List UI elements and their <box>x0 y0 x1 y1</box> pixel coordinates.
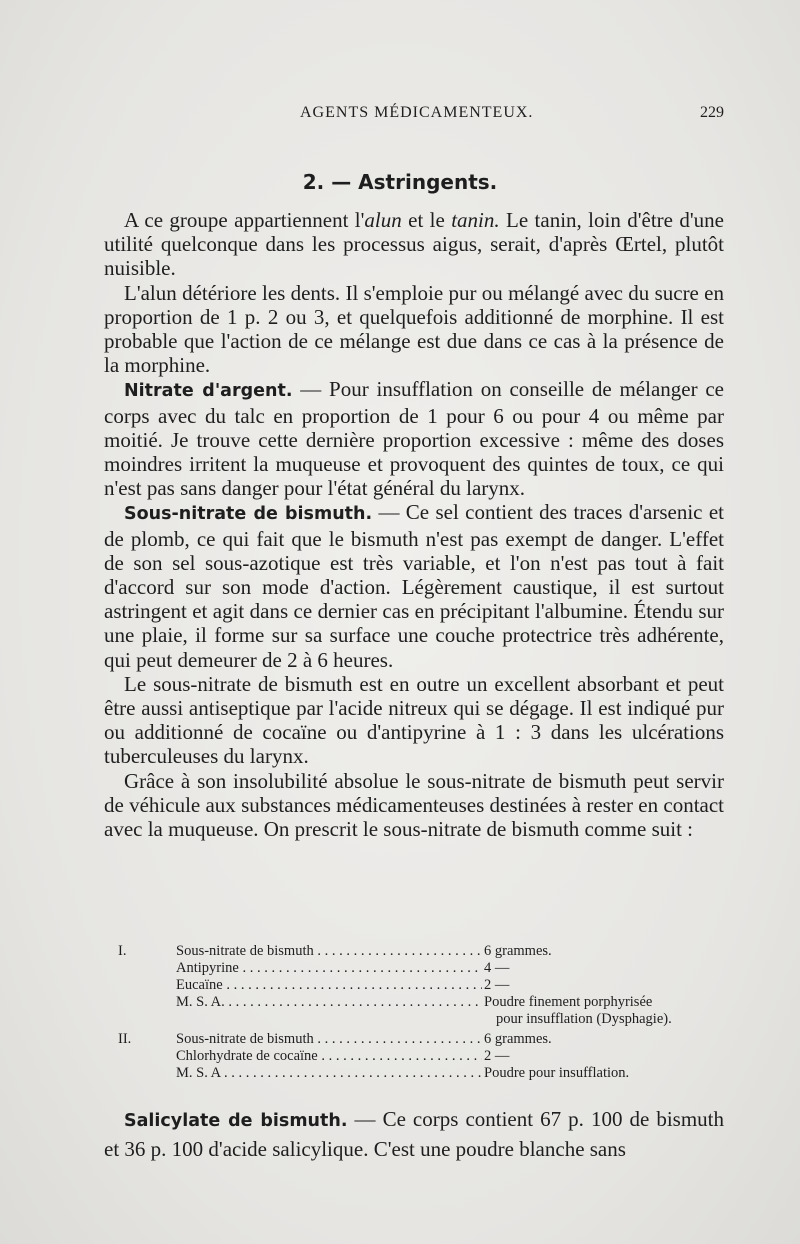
page-number: 229 <box>700 104 724 121</box>
running-head-title: AGENTS MÉDICAMENTEUX. <box>300 104 534 121</box>
term-nitrate-argent: Nitrate d'argent. <box>124 381 293 402</box>
formula-row <box>118 1065 718 1082</box>
paragraph-absorbant: Le sous-nitrate de bismuth est en outre un excellent absorbant et peut être aussi antiseptique par l'acide nitreux qui se dégage. Il est indiqué pur ou additionné de cocaïne ou d'antipyrine à 1 : 3 dans les ulcérations tuberculeuses du larynx. <box>104 671 724 769</box>
term-alun: alun <box>364 208 402 232</box>
formula-ingredient: Sous-nitrate de bismuth . . . <box>176 1031 482 1048</box>
formula-quantity: 2 — <box>484 1048 510 1064</box>
formula-continuation: pour insufflation (Dysphagie). <box>496 1011 672 1027</box>
section-title: 2. — Astringents. <box>302 170 498 194</box>
running-head <box>104 104 724 128</box>
paragraph-vehicule: Grâce à son insolubilité absolue le sous-nitrate de bismuth peut servir de véhicule aux substances médicamenteuses destinées à rester en contact avec la muqueuse. On prescrit le sous-nitrate de bismuth comme suit : <box>104 768 724 842</box>
formula-quantity: Poudre pour insufflation. <box>484 1065 630 1081</box>
paragraph-alun: L'alun détériore les dents. Il s'emploie pur ou mélangé avec du sucre en proportion de 1 p. 2 ou 3, et quelquefois additionné de morphine. Il est probable que l'action de ce mélange est due dans ce cas à la présence de la morphine. <box>104 280 724 378</box>
formula-ingredient: Sous-nitrate de bismuth . . . <box>176 943 482 960</box>
formula-row <box>118 943 718 960</box>
formula-ingredient: M. S. A. . . . <box>176 994 482 1011</box>
paragraph-salicylate: Salicylate de bismuth. — Ce corps contient 67 p. 100 de bismuth et 36 p. 100 d'acide salicylique. C'est une poudre blanche sans <box>104 1107 724 1161</box>
term-salicylate: Salicylate de bismuth. <box>124 1111 348 1131</box>
paragraph-alun-tanin: A ce groupe appartiennent l'alun et le tanin. Le tanin, loin d'être d'une utilité quelconque dans les processus aigus, serait, d'après Œrtel, plutôt nuisible. <box>104 208 724 281</box>
formula-ingredient: Chlorhydrate de cocaïne . . . <box>176 1048 482 1065</box>
term-sous-nitrate: Sous-nitrate de bismuth. <box>124 504 373 525</box>
formula-quantity: Poudre finement porphyrisée <box>484 994 653 1010</box>
paragraph-sous-nitrate: Sous-nitrate de bismuth. — Ce sel contient des traces d'arsenic et de plomb, ce qui fait que le bismuth n'est pas exempt de danger. L'effet de son sel sous-azotique est très variable, et l'on n'est pas tout à fait d'accord sur son mode d'action. Légèrement caustique, il est surtout astringent et agit dans ce dernier cas en précipitant l'albumine. Étendu sur une plaie, il forme sur sa surface une couche protectrice très adhérente, qui peut demeurer de 2 à 6 heures. <box>104 500 724 672</box>
formula-ingredient: Antipyrine . . . <box>176 960 482 977</box>
formula-row <box>118 994 718 1011</box>
formula-row <box>118 977 718 994</box>
formula-quantity: 6 grammes. <box>484 1031 552 1047</box>
formula-quantity: 6 grammes. <box>484 943 552 959</box>
formula-ingredient: Eucaïne . . . <box>176 977 482 994</box>
formula-number: II. <box>118 1031 132 1047</box>
formula-2 <box>118 1031 718 1082</box>
formula-1 <box>118 943 718 1028</box>
formula-row <box>118 1031 718 1048</box>
formula-quantity: 2 — <box>484 977 510 993</box>
body-text <box>104 208 724 841</box>
bottom-text <box>104 1105 724 1163</box>
term-tanin: tanin. <box>451 208 500 232</box>
formula-quantity: 4 — <box>484 960 510 976</box>
formula-ingredient: M. S. A . . . <box>176 1065 482 1082</box>
paragraph-nitrate-argent: Nitrate d'argent. — Pour insufflation on conseille de mélanger ce corps avec du talc en proportion de 1 pour 6 ou pour 4 ou même par moitié. Je trouve cette dernière proportion excessive : même des doses moindres irritent la muqueuse et provoquent des quintes de toux, ce qui n'est pas sans danger pour l'état général du larynx. <box>104 377 725 501</box>
formula-row <box>118 1011 718 1028</box>
formula-row <box>118 1048 718 1065</box>
formula-row <box>118 960 718 977</box>
formula-number: I. <box>118 943 127 959</box>
